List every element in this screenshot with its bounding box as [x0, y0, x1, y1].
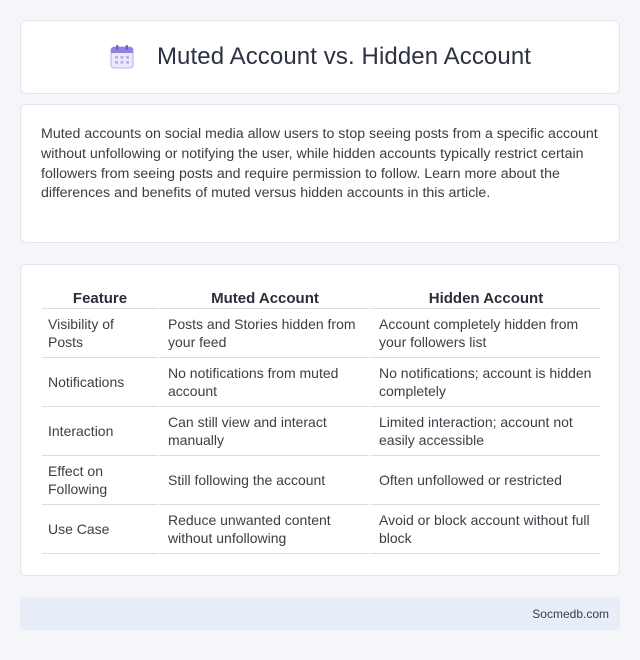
table-row [42, 309, 600, 358]
hidden-cell: Limited interaction; account not easily accessible [369, 407, 600, 456]
muted-cell: Posts and Stories hidden from your feed [158, 309, 369, 358]
column-header-feature: Feature [42, 289, 158, 309]
feature-cell: Effect on Following [42, 456, 158, 505]
footer-bar [20, 597, 620, 630]
feature-cell: Visibility of Posts [42, 309, 158, 358]
column-header-muted: Muted Account [158, 289, 369, 309]
table-row [42, 358, 600, 407]
hidden-cell: Account completely hidden from your followers list [369, 309, 600, 358]
intro-card [20, 104, 620, 243]
title-card [20, 20, 620, 94]
calendar-icon [109, 44, 135, 70]
page-title: Muted Account vs. Hidden Account [156, 43, 532, 70]
column-header-hidden: Hidden Account [369, 289, 600, 309]
comparison-card [20, 264, 620, 576]
feature-cell: Notifications [42, 358, 158, 407]
footer-site-name: Socmedb.com [532, 606, 609, 621]
comparison-table [42, 289, 600, 554]
feature-cell: Interaction [42, 407, 158, 456]
muted-cell: No notifications from muted account [158, 358, 369, 407]
muted-cell: Still following the account [158, 456, 369, 505]
hidden-cell: Often unfollowed or restricted [369, 456, 600, 505]
muted-cell: Reduce unwanted content without unfollowing [158, 505, 369, 554]
table-row [42, 505, 600, 554]
hidden-cell: No notifications; account is hidden completely [369, 358, 600, 407]
title-wrap [109, 43, 531, 71]
hidden-cell: Avoid or block account without full block [369, 505, 600, 554]
feature-cell: Use Case [42, 505, 158, 554]
table-header-row [42, 289, 600, 309]
muted-cell: Can still view and interact manually [158, 407, 369, 456]
table-row [42, 456, 600, 505]
intro-paragraph: Muted accounts on social media allow users to stop seeing posts from a specific account without unfollowing or notifying the user, while hidden accounts typically restrict certain followers from seeing posts and require permission to follow. Learn more about the differences and benefits of muted versus hidden accounts in this article. [41, 126, 598, 202]
table-row [42, 407, 600, 456]
